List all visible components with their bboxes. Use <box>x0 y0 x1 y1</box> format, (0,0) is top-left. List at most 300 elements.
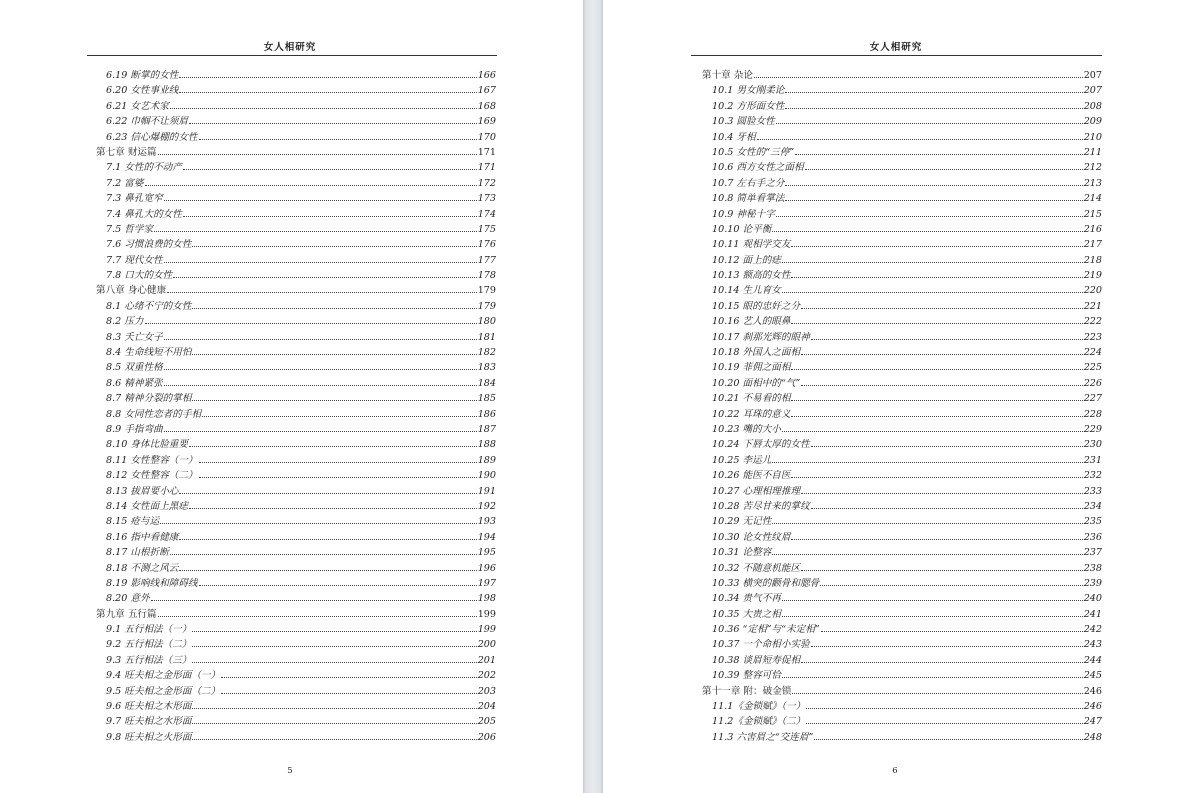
toc-entry-page-number: 226 <box>1083 377 1102 389</box>
toc-entry-title: 7.3 鼻孔宽窄 <box>106 193 163 205</box>
toc-entry-page-number: 228 <box>1083 408 1102 420</box>
toc-section-entry[interactable] <box>702 314 1102 329</box>
dot-leader <box>772 523 1082 524</box>
toc-section-entry[interactable] <box>96 83 496 98</box>
toc-section-entry[interactable] <box>96 453 496 468</box>
toc-entry-page-number: 206 <box>477 731 496 743</box>
dot-leader <box>164 385 477 386</box>
toc-section-entry[interactable] <box>702 83 1102 98</box>
dot-leader <box>792 693 1082 694</box>
dot-leader <box>791 277 1082 278</box>
toc-entry-title: 10.10 论平衡 <box>712 223 772 235</box>
dot-leader <box>782 292 1083 293</box>
toc-entry-page-number: 189 <box>477 454 496 466</box>
toc-section-entry[interactable] <box>702 222 1102 237</box>
dot-leader <box>791 323 1082 324</box>
dot-leader <box>170 554 477 555</box>
toc-entry-title: 7.5 哲学家 <box>106 223 154 235</box>
page-number: 6 <box>892 766 898 776</box>
dot-leader <box>179 493 476 494</box>
toc-section-entry[interactable] <box>702 360 1102 375</box>
toc-entry-page-number: 207 <box>1083 70 1102 81</box>
toc-section-entry[interactable] <box>702 545 1102 560</box>
toc-entry-title: 10.29 无记性 <box>712 516 772 528</box>
toc-entry-title: 6.20 女性事业线 <box>106 85 179 97</box>
toc-entry-title: 10.3 圆脸女性 <box>712 116 775 128</box>
toc-section-entry[interactable] <box>702 653 1102 668</box>
toc-section-entry[interactable] <box>96 207 496 222</box>
dot-leader <box>183 216 477 217</box>
toc-entry-title: 8.3 夭亡女子 <box>106 331 163 343</box>
toc-entry-title: 10.27 心理相理推理 <box>712 485 801 497</box>
toc-entry-page-number: 166 <box>477 70 496 81</box>
toc-section-entry[interactable] <box>96 376 496 391</box>
toc-section-entry[interactable] <box>96 684 496 699</box>
toc-entry-page-number: 237 <box>1083 547 1102 559</box>
dot-leader <box>164 262 477 263</box>
toc-section-entry[interactable] <box>702 191 1102 206</box>
toc-section-entry[interactable] <box>96 360 496 375</box>
dot-leader <box>772 462 1082 463</box>
toc-section-entry[interactable] <box>96 130 496 145</box>
toc-entry-page-number: 207 <box>1083 85 1102 97</box>
toc-section-entry[interactable] <box>96 591 496 606</box>
toc-section-entry[interactable] <box>96 253 496 268</box>
toc-entry-page-number: 204 <box>477 701 496 713</box>
toc-entry-title: 10.6 西方女性之面相 <box>712 162 804 174</box>
toc-section-entry[interactable] <box>96 299 496 314</box>
toc-entry-title: 8.2 压力 <box>106 316 144 328</box>
toc-entry-page-number: 179 <box>477 285 496 297</box>
dot-leader <box>164 339 477 340</box>
dot-leader <box>801 493 1083 494</box>
toc-entry-title: 8.18 不测之风云 <box>106 562 179 574</box>
toc-entry-title: 10.25 李运儿 <box>712 454 772 466</box>
toc-entry-page-number: 245 <box>1083 670 1102 682</box>
toc-entry-title: 第八章 身心健康 <box>96 285 167 297</box>
toc-entry-page-number: 223 <box>1083 331 1102 343</box>
dot-leader <box>782 262 1083 263</box>
toc-entry-page-number: 171 <box>477 146 496 158</box>
dot-leader <box>145 185 477 186</box>
toc-section-entry[interactable] <box>702 299 1102 314</box>
toc-entry-title: 10.26 能医不自医 <box>712 470 791 482</box>
toc-section-entry[interactable] <box>96 714 496 729</box>
toc-section-entry[interactable] <box>702 637 1102 652</box>
toc-entry-title: 11.3 六害眉之“交连眉” <box>712 731 814 743</box>
toc-entry-page-number: 209 <box>1083 116 1102 128</box>
toc-section-entry[interactable] <box>96 668 496 683</box>
toc-entry-title: 10.31 论整容 <box>712 547 772 559</box>
toc-section-entry[interactable] <box>702 514 1102 529</box>
toc-entry-title: 10.20 面相中的“气” <box>712 377 801 389</box>
toc-section-entry[interactable] <box>96 391 496 406</box>
dot-leader <box>192 354 476 355</box>
toc-entry-title: 9.5 旺夫相之金形面（二） <box>106 685 221 697</box>
toc-section-entry[interactable] <box>96 407 496 422</box>
toc-section-entry[interactable] <box>96 314 496 329</box>
toc-entry-title: 8.19 影响线和障碍线 <box>106 577 198 589</box>
dot-leader <box>801 385 1082 386</box>
toc-entry-page-number: 196 <box>477 562 496 574</box>
toc-entry-page-number: 199 <box>477 624 496 636</box>
toc-entry-title: 10.21 不易看的相 <box>712 393 791 405</box>
toc-entry-title: 8.16 指中看健康 <box>106 531 179 543</box>
toc-entry-title: 9.6 旺夫相之木形面 <box>106 701 192 713</box>
toc-entry-title: 10.12 面上的痣 <box>712 254 781 266</box>
toc-entry-title: 8.17 山根折断 <box>106 547 169 559</box>
toc-entry-page-number: 247 <box>1083 716 1102 728</box>
toc-entry-page-number: 246 <box>1083 701 1102 713</box>
toc-entry-title: 7.8 口大的女性 <box>106 270 173 282</box>
toc-entry-title: 10.1 男女刚柔论 <box>712 85 785 97</box>
toc-section-entry[interactable] <box>702 699 1102 714</box>
toc-entry-title: 10.38 谈眉短寿促相 <box>712 654 801 666</box>
dot-leader <box>158 616 477 617</box>
dot-leader <box>167 292 476 293</box>
toc-section-entry[interactable] <box>702 591 1102 606</box>
toc-section-entry[interactable] <box>702 253 1102 268</box>
toc-section-entry[interactable] <box>96 484 496 499</box>
dot-leader <box>795 154 1082 155</box>
dot-leader <box>173 277 476 278</box>
toc-entry-page-number: 217 <box>1083 239 1102 251</box>
toc-entry-title: 9.2 五行相法（二） <box>106 639 192 651</box>
toc-entry-page-number: 233 <box>1083 485 1102 497</box>
toc-section-entry[interactable] <box>702 376 1102 391</box>
page-number: 5 <box>287 766 293 776</box>
dot-leader <box>199 139 477 140</box>
toc-section-entry[interactable] <box>702 484 1102 499</box>
toc-section-entry[interactable] <box>96 114 496 129</box>
toc-entry-title: 8.7 精神分裂的掌相 <box>106 393 192 405</box>
toc-entry-title: 10.36 “定相”与“未定相” <box>712 624 820 636</box>
toc-entry-title: 8.6 精神紧张 <box>106 377 163 389</box>
dot-leader <box>192 646 476 647</box>
toc-chapter-entry[interactable] <box>96 607 496 622</box>
toc-section-entry[interactable] <box>702 714 1102 729</box>
dot-leader <box>776 123 1083 124</box>
dot-leader <box>179 570 476 571</box>
toc-section-entry[interactable] <box>96 222 496 237</box>
toc-entry-title: 7.6 习惯浪费的女性 <box>106 239 192 251</box>
toc-section-entry[interactable] <box>96 530 496 545</box>
toc-entry-title: 7.7 现代女性 <box>106 254 163 266</box>
dot-leader <box>791 369 1082 370</box>
toc-chapter-entry[interactable] <box>702 684 1102 699</box>
toc-entry-title: 10.32 不随意机能区 <box>712 562 801 574</box>
toc-entry-page-number: 211 <box>1083 146 1102 158</box>
toc-entry-title: 9.7 旺夫相之水形面 <box>106 716 192 728</box>
toc-entry-page-number: 216 <box>1083 223 1102 235</box>
toc-entry-page-number: 191 <box>477 485 496 497</box>
dot-leader <box>192 708 476 709</box>
toc-section-entry[interactable] <box>702 330 1102 345</box>
toc-section-entry[interactable] <box>702 607 1102 622</box>
toc-entry-title: 第七章 财运篇 <box>96 146 157 158</box>
document-page-right <box>603 0 1186 793</box>
toc-entry-title: 10.15 眼的忠奸之分 <box>712 300 801 312</box>
toc-entry-title: 8.15 疮与运 <box>106 516 160 528</box>
dot-leader <box>772 231 1082 232</box>
toc-entry-page-number: 179 <box>477 300 496 312</box>
dot-leader <box>811 508 1083 509</box>
toc-entry-title: 8.8 女同性恋者的手相 <box>106 408 202 420</box>
toc-section-entry[interactable] <box>702 207 1102 222</box>
toc-entry-title: 8.10 身体比脸重要 <box>106 439 188 451</box>
dot-leader <box>821 631 1083 632</box>
toc-entry-title: 10.24 下唇太厚的女性 <box>712 439 810 451</box>
dot-leader <box>199 477 477 478</box>
toc-entry-title: 10.18 外国人之面相 <box>712 347 801 359</box>
dot-leader <box>170 108 477 109</box>
toc-entry-page-number: 210 <box>1083 131 1102 143</box>
dot-leader <box>772 554 1082 555</box>
toc-entry-page-number: 231 <box>1083 454 1102 466</box>
toc-entry-page-number: 186 <box>477 408 496 420</box>
toc-entry-title: 10.9 神秘十字 <box>712 208 775 220</box>
toc-entry-title: 10.23 嘴的大小 <box>712 423 781 435</box>
dot-leader <box>151 600 477 601</box>
toc-entry-page-number: 215 <box>1083 208 1102 220</box>
toc-entry-title: 10.34 贵气不再 <box>712 593 781 605</box>
toc-entry-page-number: 190 <box>477 470 496 482</box>
running-header: 女人相研究 <box>869 42 923 53</box>
toc-entry-page-number: 183 <box>477 362 496 374</box>
toc-section-entry[interactable] <box>96 699 496 714</box>
toc-entry-page-number: 203 <box>477 685 496 697</box>
dot-leader <box>183 169 477 170</box>
toc-section-entry[interactable] <box>702 576 1102 591</box>
dot-leader <box>791 477 1082 478</box>
toc-section-entry[interactable] <box>702 499 1102 514</box>
toc-entry-page-number: 177 <box>477 254 496 266</box>
toc-section-entry[interactable] <box>702 530 1102 545</box>
toc-entry-page-number: 227 <box>1083 393 1102 405</box>
toc-entry-title: 10.22 耳珠的意义 <box>712 408 791 420</box>
toc-section-entry[interactable] <box>702 407 1102 422</box>
toc-section-entry[interactable] <box>96 576 496 591</box>
dot-leader <box>801 662 1083 663</box>
toc-section-entry[interactable] <box>96 330 496 345</box>
toc-entry-title: 10.2 方形面女性 <box>712 100 785 112</box>
toc-entry-title: 第九章 五行篇 <box>96 608 157 620</box>
toc-entry-page-number: 188 <box>477 439 496 451</box>
dot-leader <box>192 400 476 401</box>
toc-entry-page-number: 175 <box>477 223 496 235</box>
toc-entry-title: 10.8 简单看掌法 <box>712 193 785 205</box>
toc-entry-title: 7.1 女性的不动产 <box>106 162 182 174</box>
toc-entry-page-number: 176 <box>477 239 496 251</box>
toc-section-entry[interactable] <box>702 268 1102 283</box>
toc-entry-title: 8.4 生命线短不用怕 <box>106 347 192 359</box>
toc-entry-page-number: 171 <box>477 162 496 174</box>
toc-section-entry[interactable] <box>96 437 496 452</box>
toc-entry-page-number: 172 <box>477 177 496 189</box>
toc-entry-page-number: 182 <box>477 347 496 359</box>
toc-entry-page-number: 218 <box>1083 254 1102 266</box>
dot-leader <box>791 539 1082 540</box>
toc-entry-page-number: 229 <box>1083 423 1102 435</box>
toc-chapter-entry[interactable] <box>702 68 1102 83</box>
dot-leader <box>806 723 1082 724</box>
toc-section-entry[interactable] <box>96 176 496 191</box>
toc-entry-page-number: 198 <box>477 593 496 605</box>
toc-section-entry[interactable] <box>96 730 496 745</box>
toc-entry-page-number: 239 <box>1083 577 1102 589</box>
toc-entry-page-number: 181 <box>477 331 496 343</box>
toc-section-entry[interactable] <box>96 622 496 637</box>
dot-leader <box>189 446 477 447</box>
toc-entry-title: 10.30 论女性纹眉 <box>712 531 791 543</box>
toc-entry-page-number: 208 <box>1083 100 1102 112</box>
toc-entry-page-number: 173 <box>477 193 496 205</box>
dot-leader <box>782 431 1083 432</box>
toc-entry-title: 10.17 刹那光辉的眼神 <box>712 331 810 343</box>
toc-section-entry[interactable] <box>702 99 1102 114</box>
toc-section-entry[interactable] <box>96 99 496 114</box>
toc-section-entry[interactable] <box>702 561 1102 576</box>
toc-entry-title: 10.39 整容可恰 <box>712 670 781 682</box>
dot-leader <box>801 308 1083 309</box>
toc-section-entry[interactable] <box>96 545 496 560</box>
toc-entry-page-number: 178 <box>477 270 496 282</box>
dot-leader <box>757 139 1083 140</box>
toc-entry-page-number: 170 <box>477 131 496 143</box>
toc-entry-page-number: 219 <box>1083 270 1102 282</box>
toc-section-entry[interactable] <box>96 561 496 576</box>
dot-leader <box>154 231 477 232</box>
toc-section-entry[interactable] <box>702 391 1102 406</box>
dot-leader <box>785 200 1082 201</box>
toc-entry-page-number: 213 <box>1083 177 1102 189</box>
toc-entry-page-number: 197 <box>477 577 496 589</box>
toc-section-entry[interactable] <box>96 268 496 283</box>
toc-section-entry[interactable] <box>96 345 496 360</box>
toc-entry-page-number: 243 <box>1083 639 1102 651</box>
toc-section-entry[interactable] <box>702 176 1102 191</box>
toc-entry-title: 10.11 观相学交友 <box>712 239 791 251</box>
toc-entry-title: 9.1 五行相法（一） <box>106 624 192 636</box>
document-page-left <box>0 0 583 793</box>
toc-entry-page-number: 244 <box>1083 654 1102 666</box>
toc-entry-page-number: 201 <box>477 654 496 666</box>
toc-entry-title: 10.4 牙相 <box>712 131 756 143</box>
header-rule <box>691 55 1102 56</box>
dot-leader <box>192 308 476 309</box>
toc-entry-title: 8.9 手指弯曲 <box>106 423 163 435</box>
dot-leader <box>801 570 1083 571</box>
toc-section-entry[interactable] <box>96 468 496 483</box>
toc-section-entry[interactable] <box>702 114 1102 129</box>
toc-entry-title: 10.14 生儿育女 <box>712 285 781 297</box>
toc-section-entry[interactable] <box>702 237 1102 252</box>
dot-leader <box>806 708 1082 709</box>
toc-entry-title: 8.12 女性整容（二） <box>106 470 198 482</box>
toc-section-entry[interactable] <box>702 730 1102 745</box>
toc-section-entry[interactable] <box>96 637 496 652</box>
toc-entry-page-number: 220 <box>1083 285 1102 297</box>
toc-entry-page-number: 222 <box>1083 316 1102 328</box>
toc-entry-page-number: 192 <box>477 500 496 512</box>
toc-section-entry[interactable] <box>702 283 1102 298</box>
dot-leader <box>179 92 476 93</box>
dot-leader <box>202 416 477 417</box>
dot-leader <box>791 400 1082 401</box>
toc-entry-title: 10.28 苦尽甘来的掌纹 <box>712 500 810 512</box>
toc-section-entry[interactable] <box>96 160 496 175</box>
dot-leader <box>782 616 1083 617</box>
dot-leader <box>160 523 476 524</box>
toc-section-entry[interactable] <box>96 237 496 252</box>
toc-section-entry[interactable] <box>702 130 1102 145</box>
toc-entry-title: 8.11 女性整容（一） <box>106 454 198 466</box>
toc-section-entry[interactable] <box>702 422 1102 437</box>
toc-section-entry[interactable] <box>702 668 1102 683</box>
toc-chapter-entry[interactable] <box>96 145 496 160</box>
dot-leader <box>221 693 476 694</box>
toc-section-entry[interactable] <box>96 68 496 83</box>
toc-entry-title: 6.23 信心爆棚的女性 <box>106 131 198 143</box>
dot-leader <box>164 369 477 370</box>
toc-section-entry[interactable] <box>96 653 496 668</box>
toc-section-entry[interactable] <box>96 422 496 437</box>
dot-leader <box>164 431 477 432</box>
toc-section-entry[interactable] <box>702 160 1102 175</box>
toc-entry-page-number: 205 <box>477 716 496 728</box>
toc-entry-page-number: 174 <box>477 208 496 220</box>
toc-entry-title: 9.8 旺夫相之火形面 <box>106 731 192 743</box>
header-rule <box>87 55 497 56</box>
toc-section-entry[interactable] <box>96 499 496 514</box>
toc-section-entry[interactable] <box>702 437 1102 452</box>
toc-entry-page-number: 242 <box>1083 624 1102 636</box>
running-header: 女人相研究 <box>263 42 317 53</box>
toc-entry-title: 8.14 女性面上黑痣 <box>106 500 188 512</box>
toc-section-entry[interactable] <box>702 145 1102 160</box>
toc-section-entry[interactable] <box>96 191 496 206</box>
dot-leader <box>785 185 1082 186</box>
toc-entry-title: 10.16 艺人的眼鼻 <box>712 316 791 328</box>
toc-entry-page-number: 184 <box>477 377 496 389</box>
dot-leader <box>785 92 1082 93</box>
toc-section-entry[interactable] <box>702 622 1102 637</box>
dot-leader <box>192 246 476 247</box>
dot-leader <box>805 169 1083 170</box>
toc-entry-page-number: 232 <box>1083 470 1102 482</box>
toc-section-entry[interactable] <box>702 453 1102 468</box>
toc-entry-page-number: 199 <box>477 608 496 620</box>
toc-section-entry[interactable] <box>96 514 496 529</box>
toc-entry-title: 10.5 女性的“三停” <box>712 146 795 158</box>
dot-leader <box>199 462 477 463</box>
toc-entry-page-number: 187 <box>477 423 496 435</box>
toc-entry-title: 8.13 拔眉要小心 <box>106 485 179 497</box>
toc-section-entry[interactable] <box>702 468 1102 483</box>
toc-entry-page-number: 200 <box>477 639 496 651</box>
toc-chapter-entry[interactable] <box>96 283 496 298</box>
toc-entry-title: 9.4 旺夫相之金形面（一） <box>106 670 221 682</box>
dot-leader <box>192 723 476 724</box>
toc-entry-page-number: 248 <box>1083 731 1102 743</box>
toc-entry-title: 6.19 断掌的女性 <box>106 70 179 81</box>
dot-leader <box>192 662 476 663</box>
dot-leader <box>199 585 477 586</box>
dot-leader <box>820 585 1082 586</box>
toc-section-entry[interactable] <box>702 345 1102 360</box>
toc-entry-title: 7.4 鼻孔大的女性 <box>106 208 182 220</box>
dot-leader <box>791 416 1082 417</box>
